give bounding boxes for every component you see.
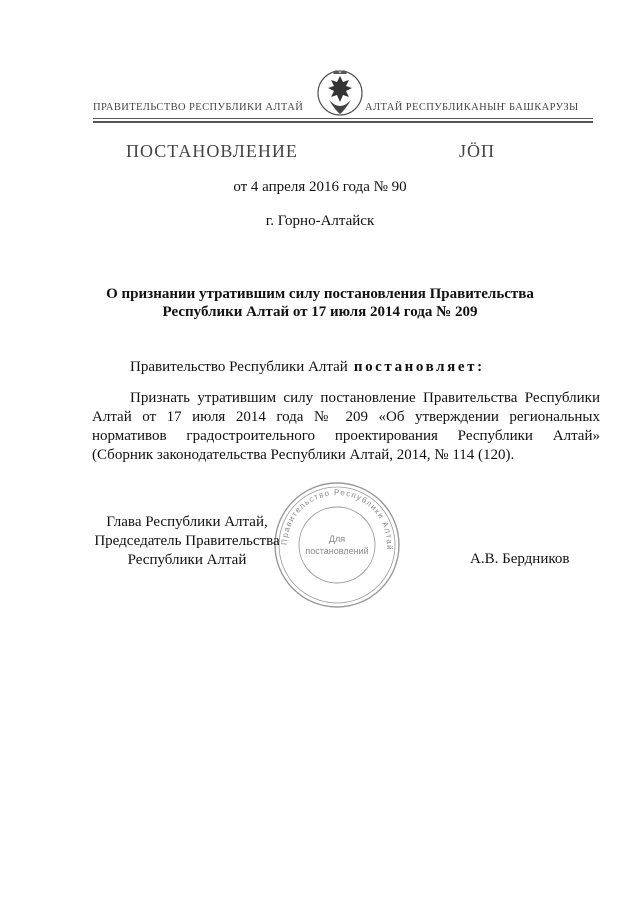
official-stamp — [272, 480, 402, 610]
header-divider — [93, 118, 593, 119]
body-line: (Сборник законодательства Республики Алтай, 2014, № 114 (120). — [92, 447, 515, 463]
header-right-text: АЛТАЙ РЕСПУБЛИКАНЫҤ БАШКАРУЗЫ — [365, 102, 579, 113]
stamp-center-line-1: Для — [328, 534, 346, 544]
resolution-body — [92, 389, 600, 465]
signatory-title — [92, 513, 282, 570]
document-date: от 4 апреля 2016 года № 90 — [233, 179, 407, 195]
resolution-verb: постановляет: — [353, 359, 485, 375]
resolution-subject: Правительство Республики Алтай — [130, 359, 348, 375]
coat-of-arms-emblem — [315, 66, 365, 126]
signatory-line-1: Глава Республики Алтай, — [106, 514, 268, 530]
document-city: г. Горно-Алтайск — [265, 213, 375, 229]
header-left-text: ПРАВИТЕЛЬСТВО РЕСПУБЛИКИ АЛТАЙ — [93, 102, 304, 113]
body-line: Алтай от 17 июля 2014 года № 209 «Об утверждении региональных — [92, 409, 600, 425]
resolution-intro — [130, 359, 485, 376]
stamp-ring-text: Правительство Республики Алтай — [279, 487, 395, 552]
doc-type-right: JӦП — [459, 141, 496, 161]
signatory-line-3: Республики Алтай — [127, 552, 247, 568]
body-line: Признать утратившим силу постановление Правительства Республики — [130, 390, 600, 406]
title-line-2: Республики Алтай от 17 июля 2014 года № 209 — [162, 304, 478, 320]
header-divider-thick — [93, 121, 593, 123]
doc-type-left: ПОСТАНОВЛЕНИЕ — [126, 141, 298, 161]
body-line: нормативов градостроительного проектирования Республики Алтай» — [92, 428, 600, 444]
signatory-line-2: Председатель Правительства — [94, 533, 280, 549]
title-line-1: О признании утратившим силу постановления Правительства — [106, 286, 534, 302]
stamp-center-line-2: постановлений — [305, 546, 369, 556]
signatory-name: А.В. Бердников — [470, 551, 570, 567]
document-title — [100, 285, 540, 321]
